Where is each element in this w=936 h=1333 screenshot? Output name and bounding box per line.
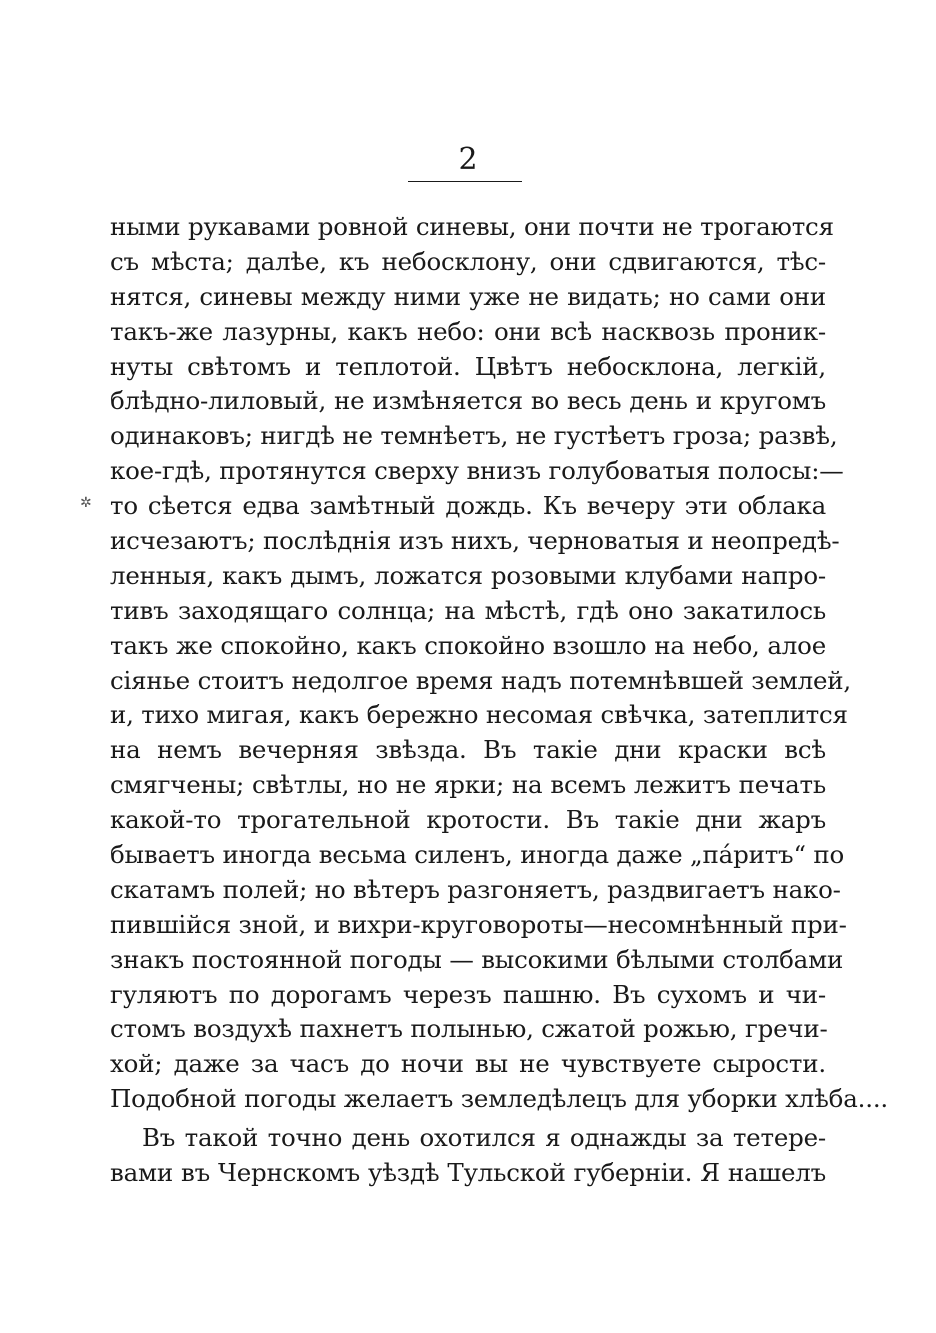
text-line: кое-гдѣ, протянутся сверху внизъ голубоватыя полосы:— [110,456,844,486]
text-line: скатамъ полей; но вѣтеръ разгоняетъ, раздвигаетъ нако- [110,874,841,904]
text-line: гуляютъ по дорогамъ черезъ пашню. Въ сухомъ и чи- [110,979,826,1009]
text-line: тивъ заходящаго солнца; на мѣстѣ, гдѣ оно закатилось [110,595,826,625]
text-line: съ мѣста; далѣе, къ небосклону, они сдвигаются, тѣс- [110,246,826,276]
text-line: такъ же спокойно, какъ спокойно взошло на небо, алое [110,630,826,660]
text-line: смягчены; свѣтлы, но не ярки; на всемъ лежитъ печать [110,770,826,800]
margin-mark: ✲ [80,495,92,511]
text-line: знакъ постоянной погоды — высокими бѣлыми столбами [110,944,844,974]
text-line: нятся, синевы между ними уже не видать; но сами они [110,281,826,311]
text-line: бываетъ иногда весьма силенъ, иногда даже „па́ритъ“ по [110,840,845,870]
paragraph-2 [110,1121,826,1191]
text-line: ными рукавами ровной синевы, они почти не трогаются [110,212,834,241]
text-line: стомъ воздухѣ пахнетъ полынью, сжатой рожью, гречи- [110,1014,828,1044]
text-line: такъ-же лазурны, какъ небо: они всѣ насквозь проник- [110,316,826,346]
header-rule [408,181,522,182]
text-line: нуты свѣтомъ и теплотой. Цвѣтъ небосклона, легкій, [110,351,826,381]
text-line: блѣдно-лиловый, не измѣняется во весь день и кругомъ [110,386,826,416]
text-line: то сѣется едва замѣтный дождь. Къ вечеру эти облака [110,491,826,521]
text-line: Подобной погоды желаетъ земледѣлецъ для уборки хлѣба.... [110,1084,888,1114]
text-line: одинаковъ; нигдѣ не темнѣетъ, не густѣетъ гроза; развѣ, [110,421,838,451]
body-text [110,210,888,1191]
page-number: 2 [458,142,478,177]
text-line: исчезаютъ; послѣднія изъ нихъ, черноватыя и неопредѣ- [110,526,840,556]
text-line: хой; даже за часъ до ночи вы не чувствуете сырости. [110,1049,826,1079]
text-line: сіянье стоитъ недолгое время надъ потемнѣвшей землей, [110,665,852,695]
text-line: вами въ Чернскомъ уѣздѣ Тульской губерніи. Я нашелъ [110,1158,826,1188]
text-line: на немъ вечерняя звѣзда. Въ такіе дни краски всѣ [110,735,826,765]
text-line: и, тихо мигая, какъ бережно несомая свѣчка, затеплится [110,700,848,730]
text-line: пившійся зной, и вихри-круговороты—несомнѣнный при- [110,909,847,939]
text-line: какой-то трогательной кротости. Въ такіе дни жаръ [110,805,826,835]
paragraph-1 [110,210,888,1117]
text-line: Въ такой точно день охотился я однажды за тетере- [142,1123,826,1153]
text-line: ленныя, какъ дымъ, ложатся розовыми клубами напро- [110,560,826,590]
